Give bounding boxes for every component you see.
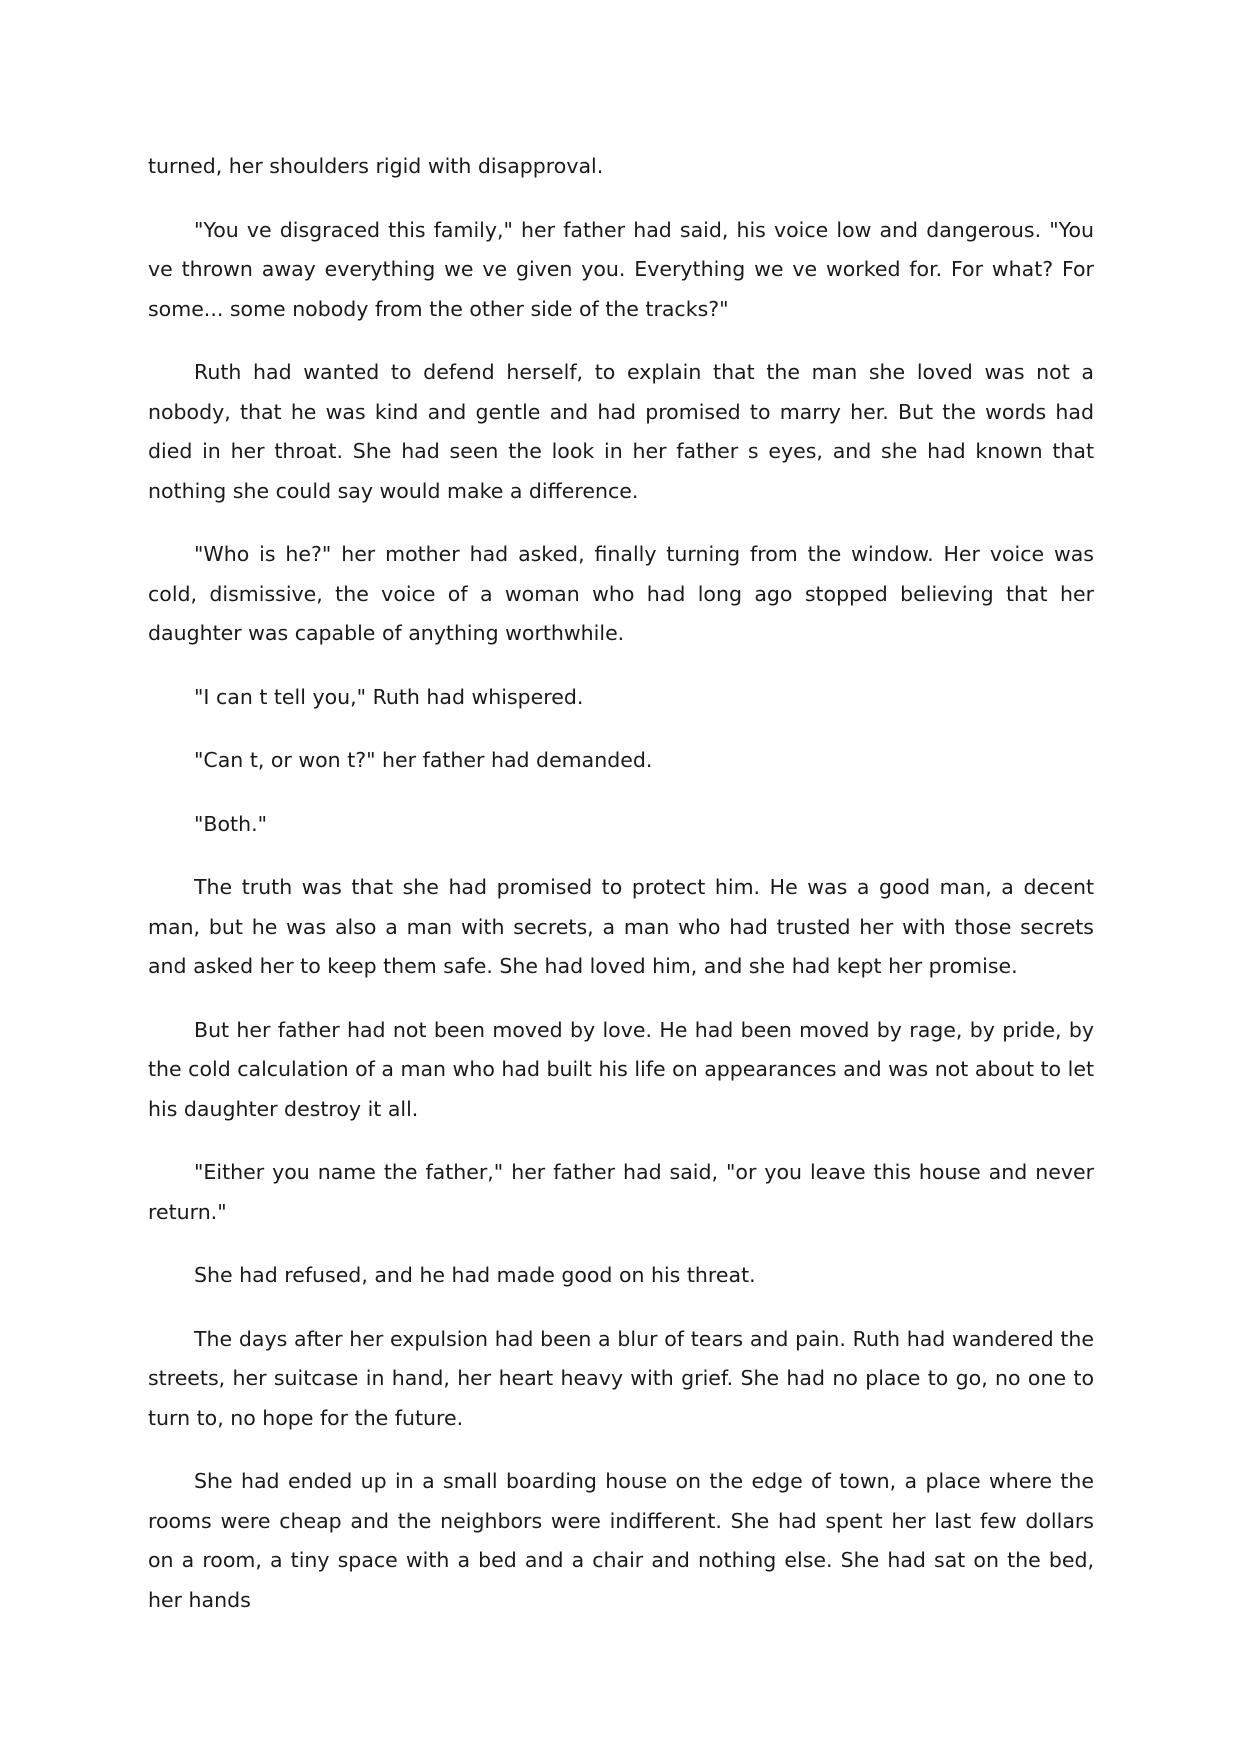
paragraph: "Can t, or won t?" her father had demanded. bbox=[194, 748, 653, 772]
paragraph: "Who is he?" her mother had asked, finally turning from the window. Her voice was cold, dismissive, the voice of a woman who had long ago stopped believing that her daughter was capable of anything worthwhile. bbox=[148, 542, 1094, 645]
paragraph: "I can t tell you," Ruth had whispered. bbox=[194, 684, 584, 709]
paragraph: "Both." bbox=[194, 811, 268, 836]
paragraph: The truth was that she had promised to protect him. He was a good man, a decent man, but he was also a man with secrets, a man who had trusted her with those secrets and asked her to keep them safe. She had loved him, and she had kept her promise. bbox=[148, 875, 1094, 978]
paragraph: Ruth had wanted to defend herself, to explain that the man she loved was not a nobody, that he was kind and gentle and had promised to marry her. But the words had died in her throat. She had seen the look in her father s eyes, and she had known that nothing she could say would make a difference. bbox=[148, 360, 1094, 503]
body-text bbox=[148, 147, 1094, 1644]
paragraph: She had ended up in a small boarding house on the edge of town, a place where the rooms were cheap and the neighbors were indifferent. She had spent her last few dollars on a room, a tiny space with a bed and a chair and nothing else. She had sat on the bed, her hands bbox=[148, 1469, 1094, 1612]
paragraph: turned, her shoulders rigid with disapproval. bbox=[148, 154, 604, 178]
paragraph: "Either you name the father," her father had said, "or you leave this house and never return." bbox=[148, 1160, 1094, 1224]
paragraph: She had refused, and he had made good on his threat. bbox=[194, 1263, 756, 1287]
paragraph: "You ve disgraced this family," her father had said, his voice low and dangerous. "You ve thrown away everything we ve given you. Everything we ve worked for. For what? For some... some nobody from the other side of the tracks?" bbox=[148, 217, 1094, 321]
paragraph: But her father had not been moved by love. He had been moved by rage, by pride, by the cold calculation of a man who had built his life on appearances and was not about to let his daughter destroy it all. bbox=[148, 1017, 1094, 1121]
paragraph: The days after her expulsion had been a blur of tears and pain. Ruth had wandered the streets, her suitcase in hand, her heart heavy with grief. She had no place to go, no one to turn to, no hope for the future. bbox=[148, 1326, 1094, 1430]
